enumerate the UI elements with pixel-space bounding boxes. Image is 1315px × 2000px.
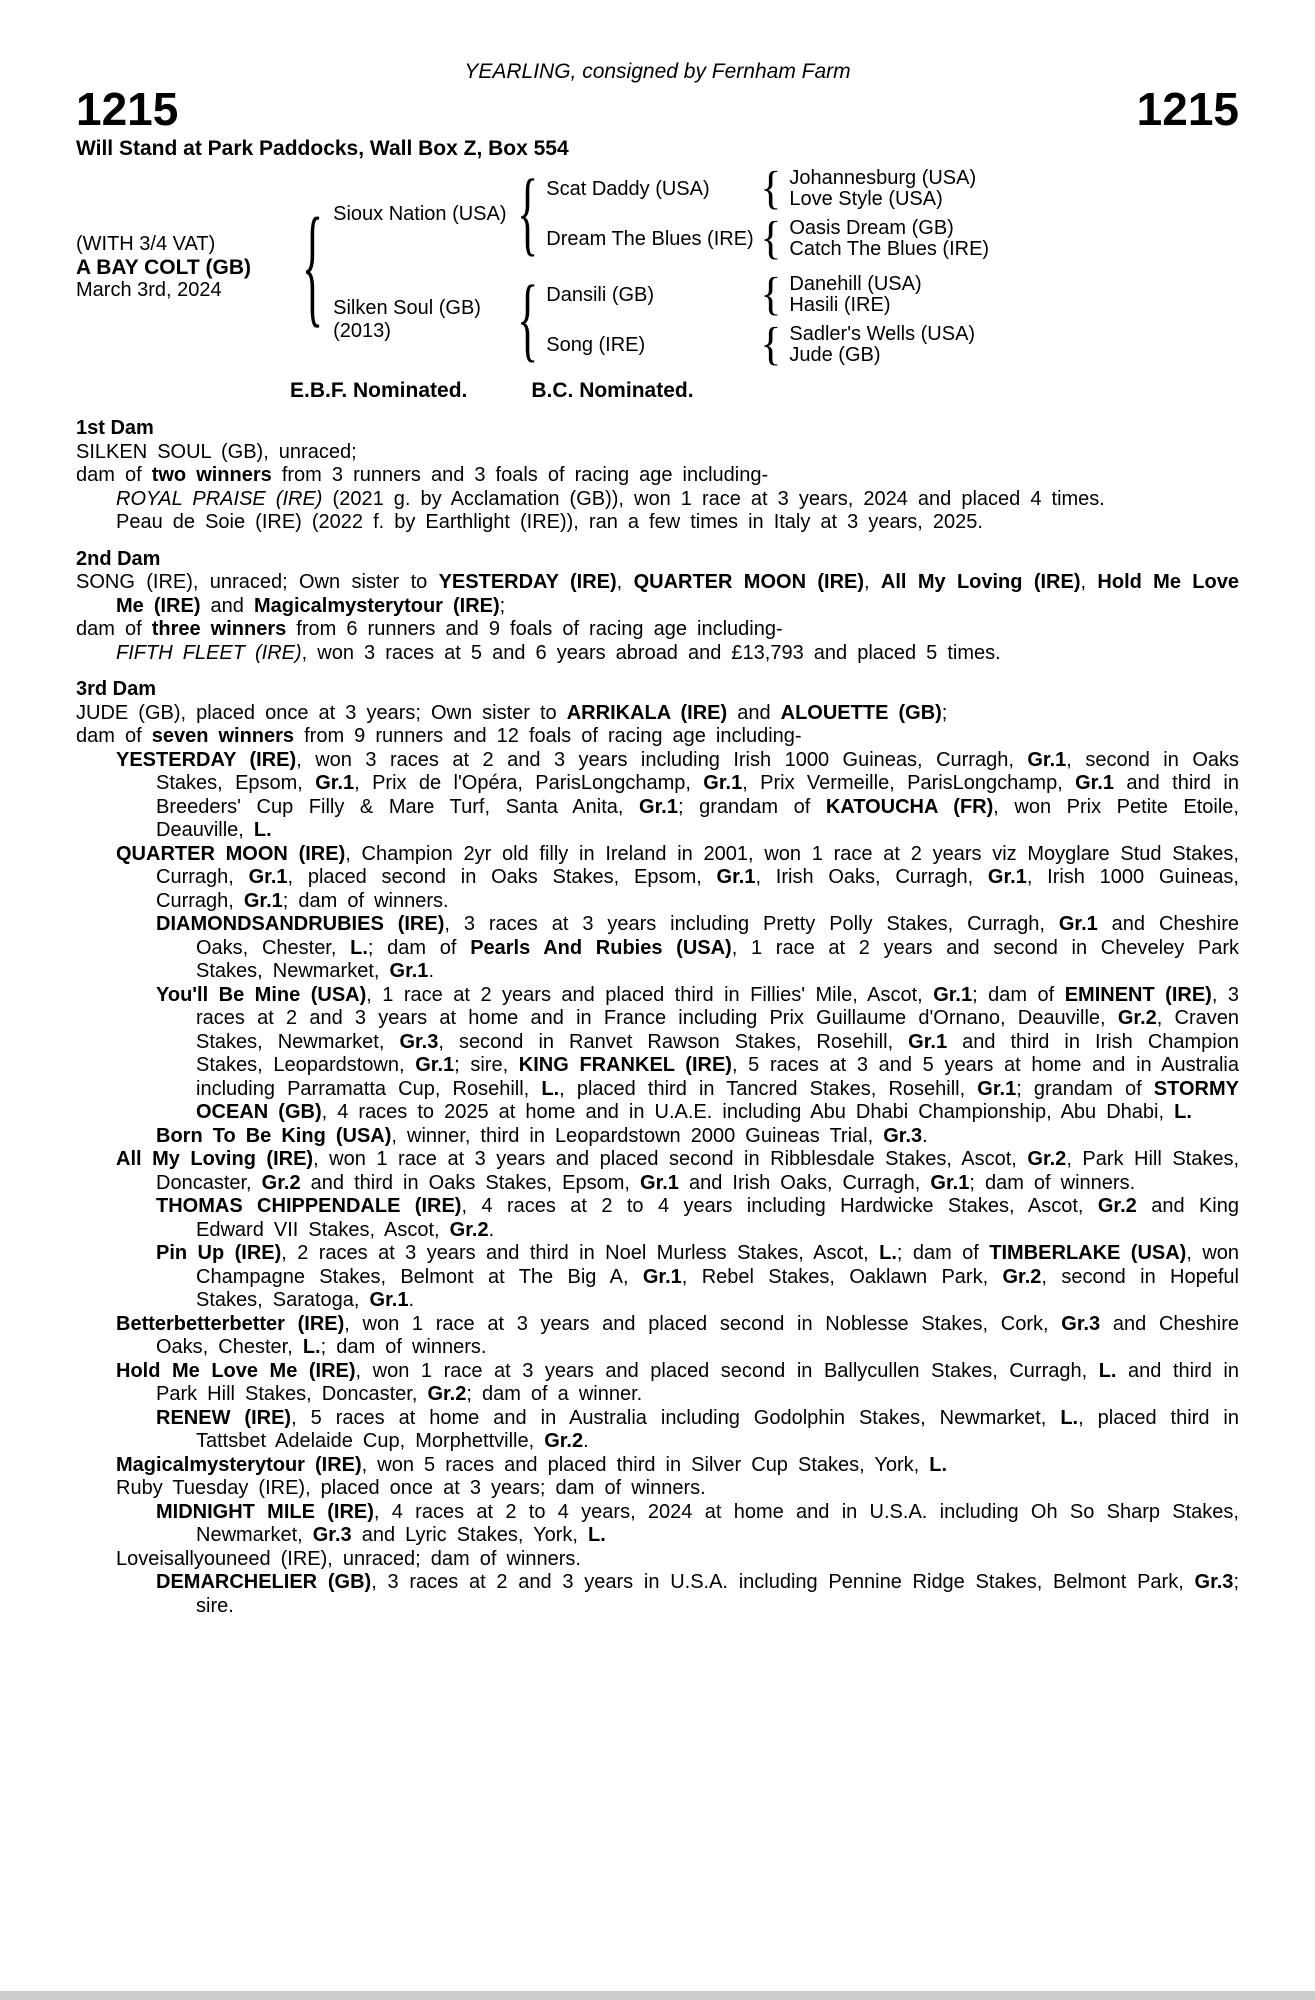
body-text: ;: [941, 701, 948, 724]
emphasized-text: All My Loving (IRE): [880, 571, 1081, 593]
body-text: , 2 races at 3 years and third in Noel Murless Stakes, Ascot,: [281, 1242, 880, 1264]
emphasized-text: THOMAS CHIPPENDALE (IRE): [156, 1195, 462, 1217]
body-text: ; sire.: [196, 1571, 1239, 1617]
sire-block: [333, 160, 990, 266]
dam-name: [333, 297, 515, 343]
body-text: , Irish Oaks, Curragh,: [755, 866, 988, 888]
body-text: , won 3 races at 5 and 6 years abroad and £13,793 and placed 5 times.: [301, 641, 1001, 664]
catalogue-paragraph: [76, 1242, 1239, 1313]
great-granddam-name: Jude (GB): [789, 344, 881, 366]
emphasized-text: Pearls And Rubies (USA): [470, 936, 732, 959]
body-text: from 3 runners and 3 foals of racing age including-: [271, 464, 769, 486]
emphasized-text: QUARTER MOON (IRE): [116, 842, 346, 865]
body-text: , 5 races at home and in Australia including Godolphin Stakes, Newmarket,: [291, 1406, 1061, 1429]
catalogue-paragraph: [76, 702, 1239, 726]
section-heading: 3rd Dam: [76, 678, 157, 700]
dam-block: [333, 266, 989, 372]
ebf-nomination: E.B.F. Nominated.: [290, 379, 468, 402]
emphasized-text: L.: [302, 1336, 321, 1358]
dam-name-line: Silken Soul (GB): [333, 297, 481, 319]
body-text: and third in Irish Champion Stakes, Leopardstown,: [196, 1030, 1239, 1076]
sire-name: Sioux Nation (USA): [333, 202, 507, 225]
body-text: and King Edward VII Stakes, Ascot,: [196, 1195, 1239, 1241]
emphasized-text: Gr.2: [1117, 1007, 1157, 1029]
lot-number-row: [76, 83, 1239, 135]
body-text: , 3 races at 2 and 3 years at home and in France including Prix Guillaume d'Ornano, Deauville,: [196, 983, 1239, 1029]
emphasized-text: Gr.3: [312, 1524, 352, 1546]
great-granddam-name: Catch The Blues (IRE): [789, 238, 990, 260]
emphasized-text: Gr.2: [1097, 1195, 1137, 1217]
body-text: ; dam of winners.: [320, 1336, 487, 1358]
emphasized-text: Gr.2: [1027, 1148, 1067, 1170]
catalogue-paragraph: [76, 464, 1239, 488]
body-text: , won 3 races at 2 and 3 years including Irish 1000 Guineas, Curragh,: [296, 748, 1028, 771]
emphasized-text: Gr.1: [243, 889, 283, 912]
emphasized-text: Gr.1: [315, 772, 355, 794]
vat-note: (WITH 3/4 VAT): [76, 232, 216, 255]
body-text: , 4 races to 2025 at home and in U.A.E. including Abu Dhabi Championship, Abu Dhabi,: [321, 1101, 1175, 1123]
emphasized-text: L.: [929, 1453, 948, 1476]
emphasized-text: Gr.1: [703, 772, 743, 794]
catalogue-paragraph: [76, 913, 1239, 984]
emphasized-text: YESTERDAY (IRE): [116, 748, 297, 771]
emphasized-text: FIFTH FLEET (IRE): [116, 641, 302, 664]
section-heading: 1st Dam: [76, 417, 154, 439]
body-text: ; grandam of: [1016, 1077, 1154, 1100]
emphasized-text: ROYAL PRAISE (IRE): [116, 487, 323, 510]
body-text: , 5 races at 3 and 5 years at home and in Australia including Parramatta Cup, Rosehill,: [196, 1054, 1239, 1100]
catalogue-paragraph: [76, 1501, 1239, 1548]
body-text: .: [408, 1289, 415, 1311]
emphasized-text: L.: [879, 1242, 897, 1264]
catalogue-paragraph: [76, 749, 1239, 843]
catalogue-paragraph: [76, 1477, 1239, 1501]
body-text: , won 5 races and placed third in Silver Cup Stakes, York,: [361, 1453, 930, 1476]
emphasized-text: Gr.1: [369, 1289, 409, 1311]
body-text: and third in Park Hill Stakes, Doncaster,: [156, 1359, 1239, 1405]
emphasized-text: two winners: [151, 464, 272, 486]
sire-sire-block: [546, 162, 989, 215]
body-text: ; dam of winners.: [282, 889, 449, 912]
emphasized-text: Gr.1: [1058, 913, 1098, 935]
dam-dam-block: [546, 318, 976, 371]
body-text: and: [727, 701, 781, 724]
emphasized-text: RENEW (IRE): [156, 1406, 292, 1429]
emphasized-text: ALOUETTE (GB): [780, 701, 942, 724]
body-text: , placed third in Tattsbet Adelaide Cup, Morphettville,: [196, 1406, 1239, 1452]
stand-location: Will Stand at Park Paddocks, Wall Box Z, Box 554: [76, 137, 569, 160]
emphasized-text: Gr.1: [642, 1265, 682, 1288]
emphasized-text: Hold Me Love Me (IRE): [116, 1359, 356, 1382]
catalogue-paragraph: [76, 1407, 1239, 1454]
body-text: , won 1 race at 3 years and placed second in Noblesse Stakes, Cork,: [344, 1312, 1062, 1335]
catalogue-paragraph: [76, 1360, 1239, 1407]
emphasized-text: You'll Be Mine (USA): [156, 983, 367, 1006]
body-text: , won 1 race at 3 years and placed second in Ribblesdale Stakes, Ascot,: [313, 1148, 1028, 1170]
emphasized-text: L.: [1098, 1359, 1117, 1382]
emphasized-text: Gr.1: [248, 866, 288, 888]
emphasized-text: Gr.1: [1075, 772, 1115, 794]
emphasized-text: Gr.2: [427, 1383, 467, 1405]
body-text: , 1 race at 2 years and placed third in Fillies' Mile, Ascot,: [366, 983, 934, 1006]
body-text: dam of: [76, 464, 152, 486]
body-text: Ruby Tuesday (IRE), placed once at 3 years; dam of winners.: [116, 1477, 706, 1499]
body-text: , Rebel Stakes, Oaklawn Park,: [681, 1265, 1003, 1288]
body-text: , won Prix Petite Etoile, Deauville,: [156, 795, 1239, 841]
dam-year-line: (2013): [333, 320, 391, 342]
catalogue-paragraph: [76, 1195, 1239, 1242]
great-grandsire-name: Oasis Dream (GB): [789, 217, 954, 239]
body-text: from 6 runners and 9 foals of racing age including-: [286, 618, 783, 640]
body-text: .: [488, 1218, 495, 1241]
body-text: , placed second in Oaks Stakes, Epsom,: [287, 866, 717, 888]
emphasized-text: QUARTER MOON (IRE): [633, 571, 865, 593]
catalogue-paragraph: [76, 441, 1239, 465]
body-text: , Prix de l'Opéra, ParisLongchamp,: [354, 772, 704, 794]
dam-sire-block: [546, 268, 975, 321]
body-text: ; dam of a winner.: [466, 1383, 643, 1405]
body-text: , Craven Stakes, Newmarket,: [196, 1007, 1239, 1053]
body-text: and Cheshire Oaks, Chester,: [196, 913, 1239, 959]
body-text: , Champion 2yr old filly in Ireland in 2001, won 1 race at 2 years viz Moyglare Stud Stakes, Curragh,: [156, 842, 1239, 888]
emphasized-text: TIMBERLAKE (USA): [989, 1242, 1187, 1264]
body-text: ;: [499, 594, 506, 617]
emphasized-text: Gr.1: [415, 1054, 455, 1076]
emphasized-text: L.: [1174, 1101, 1192, 1123]
emphasized-text: three winners: [151, 618, 287, 640]
great-grandsire-name: Johannesburg (USA): [789, 167, 977, 189]
emphasized-text: Gr.1: [389, 960, 429, 982]
emphasized-text: Magicalmysterytour (IRE): [253, 594, 500, 617]
colt-name: A BAY COLT (GB): [76, 255, 252, 279]
emphasized-text: Gr.1: [639, 795, 678, 818]
emphasized-text: STORMY OCEAN (GB): [196, 1077, 1239, 1123]
catalogue-paragraph: [76, 1313, 1239, 1360]
body-text: , won Champagne Stakes, Belmont at The Big A,: [196, 1242, 1240, 1288]
emphasized-text: ARRIKALA (IRE): [566, 701, 728, 724]
colt-details: [76, 233, 298, 302]
body-text: Peau de Soie (IRE) (2022 f. by Earthlight (IRE)), ran a few times in Italy at 3 years, 2025.: [116, 511, 983, 533]
emphasized-text: seven winners: [151, 725, 295, 747]
great-granddam-name: Love Style (USA): [789, 188, 943, 210]
body-text: SONG (IRE), unraced; Own sister to: [76, 571, 439, 593]
body-text: ; dam of winners.: [969, 1171, 1136, 1194]
catalogue-paragraph: [76, 984, 1239, 1125]
catalogue-paragraph: [76, 488, 1239, 512]
body-text: .: [922, 1124, 928, 1147]
emphasized-text: DEMARCHELIER (GB): [156, 1571, 372, 1593]
body-text: JUDE (GB), placed once at 3 years; Own sister to: [76, 701, 567, 724]
body-text: dam of: [76, 725, 152, 747]
catalogue-paragraph: [76, 571, 1239, 618]
catalogue-paragraph: [76, 843, 1239, 914]
emphasized-text: L.: [1060, 1406, 1079, 1429]
body-text: , placed third in Tancred Stakes, Rosehill,: [559, 1077, 978, 1100]
body-text: .: [428, 960, 434, 982]
emphasized-text: MIDNIGHT MILE (IRE): [156, 1500, 374, 1523]
emphasized-text: Gr.3: [1061, 1312, 1101, 1335]
nominations-row: [290, 379, 1239, 403]
emphasized-text: EMINENT (IRE): [1064, 983, 1212, 1006]
emphasized-text: Gr.2: [544, 1430, 584, 1452]
body-text: SILKEN SOUL (GB), unraced;: [76, 440, 357, 463]
colt-foaling-date: March 3rd, 2024: [76, 278, 222, 301]
emphasized-text: KING FRANKEL (IRE): [518, 1054, 732, 1076]
catalogue-paragraph: [76, 642, 1239, 666]
body-text: , 3 races at 3 years including Pretty Polly Stakes, Curragh,: [444, 913, 1059, 935]
great-grandsire-name: Danehill (USA): [789, 273, 922, 295]
emphasized-text: L.: [253, 819, 272, 841]
body-text: and Cheshire Oaks, Chester,: [156, 1312, 1239, 1358]
catalogue-paragraph: [76, 618, 1239, 642]
emphasized-text: L.: [541, 1077, 560, 1100]
emphasized-text: Betterbetterbetter (IRE): [116, 1312, 345, 1335]
emphasized-text: Gr.3: [1194, 1571, 1234, 1593]
body-text: from 9 runners and 12 foals of racing age including-: [294, 725, 802, 747]
emphasized-text: DIAMONDSANDRUBIES (IRE): [156, 913, 445, 935]
body-text: and third in Breeders' Cup Filly & Mare Turf, Santa Anita,: [156, 772, 1239, 818]
emphasized-text: Gr.3: [399, 1030, 439, 1053]
emphasized-text: Magicalmysterytour (IRE): [116, 1453, 362, 1476]
body-text: ; dam of: [367, 936, 471, 959]
body-text: and: [200, 594, 254, 617]
emphasized-text: YESTERDAY (IRE): [438, 571, 617, 593]
body-text: , 4 races at 2 to 4 years, 2024 at home and in U.S.A. including Oh So Sharp Stakes, Newmarket,: [196, 1500, 1239, 1546]
body-text: dam of: [76, 618, 152, 640]
emphasized-text: Gr.1: [640, 1171, 679, 1194]
body-text: and Irish Oaks, Curragh,: [678, 1171, 931, 1194]
body-text: , second in Oaks Stakes, Epsom,: [156, 748, 1240, 794]
sire-dam-block: [546, 212, 990, 265]
body-text: ,: [864, 571, 881, 593]
catalogue-paragraph: [76, 1454, 1239, 1478]
emphasized-text: Gr.2: [1002, 1265, 1042, 1288]
emphasized-text: KATOUCHA (FR): [825, 795, 994, 818]
body-text: ,: [616, 571, 634, 593]
emphasized-text: Gr.1: [930, 1171, 970, 1194]
pedigree-section: [76, 548, 1239, 666]
dam-sire-name: Dansili (GB): [546, 283, 655, 306]
body-text: and Lyric Stakes, York,: [351, 1524, 588, 1546]
great-granddam-name: Hasili (IRE): [789, 294, 891, 316]
body-text: (2021 g. by Acclamation (GB)), won 1 race at 3 years, 2024 and placed 4 times.: [322, 487, 1105, 510]
body-text: , Irish 1000 Guineas, Curragh,: [156, 866, 1239, 912]
pedigree-parents: [333, 160, 990, 372]
emphasized-text: L.: [588, 1524, 606, 1546]
body-text: ; dam of: [972, 983, 1065, 1006]
consignment-line: YEARLING, consigned by Fernham Farm: [464, 60, 851, 83]
emphasized-text: Born To Be King (USA): [156, 1124, 392, 1147]
body-text: .: [583, 1430, 589, 1452]
sections: [76, 417, 1239, 1618]
catalogue-paragraph: [76, 1148, 1239, 1195]
emphasized-text: Gr.1: [933, 983, 973, 1006]
emphasized-text: Gr.3: [883, 1124, 923, 1147]
body-text: ; dam of: [896, 1242, 990, 1264]
body-text: , second in Hopeful Stakes, Saratoga,: [196, 1265, 1239, 1311]
body-text: , won 1 race at 3 years and placed second in Ballycullen Stakes, Curragh,: [355, 1359, 1099, 1382]
pedigree-brace-sire: {: [517, 160, 539, 266]
catalogue-paragraph: [76, 1571, 1239, 1618]
body-text: ,: [1080, 571, 1098, 593]
body-text: , 4 races at 2 to 4 years including Hardwicke Stakes, Ascot,: [461, 1195, 1098, 1217]
emphasized-text: Hold Me Love Me (IRE): [116, 571, 1239, 617]
emphasized-text: All My Loving (IRE): [116, 1148, 314, 1170]
great-grandsire-name: Sadler's Wells (USA): [789, 323, 976, 345]
sire-sire-name: Scat Daddy (USA): [546, 177, 710, 200]
body-text: Loveisallyouneed (IRE), unraced; dam of winners.: [116, 1547, 581, 1570]
body-text: , 3 races at 2 and 3 years in U.S.A. including Pennine Ridge Stakes, Belmont Park,: [371, 1571, 1195, 1593]
catalogue-paragraph: [76, 1125, 1239, 1149]
body-text: , Park Hill Stakes, Doncaster,: [156, 1148, 1240, 1194]
lot-number-left: 1215: [76, 83, 179, 135]
page-bottom-edge: [0, 1991, 1315, 2000]
emphasized-text: Gr.1: [716, 866, 756, 888]
lot-number-right: 1215: [1136, 83, 1239, 135]
body-text: , second in Ranvet Rawson Stakes, Rosehill,: [438, 1030, 909, 1053]
emphasized-text: Gr.1: [987, 866, 1027, 888]
body-text: ; grandam of: [677, 795, 826, 818]
pedigree-brace: {: [760, 212, 782, 265]
emphasized-text: Gr.1: [1027, 748, 1067, 771]
body-text: , 1 race at 2 years and second in Cheveley Park Stakes, Newmarket,: [196, 936, 1239, 982]
emphasized-text: Gr.1: [977, 1077, 1017, 1100]
emphasized-text: L.: [350, 936, 368, 959]
pedigree-brace-dam: {: [517, 266, 539, 372]
catalogue-paragraph: [76, 1548, 1239, 1572]
catalogue-paragraph: [76, 725, 1239, 749]
body-text: and third in Oaks Stakes, Epsom,: [300, 1171, 641, 1194]
pedigree-brace: {: [760, 162, 782, 215]
body-text: ; sire,: [454, 1054, 519, 1076]
emphasized-text: Pin Up (IRE): [156, 1242, 282, 1264]
body-text: , Prix Vermeille, ParisLongchamp,: [742, 772, 1076, 794]
pedigree-section: [76, 417, 1239, 535]
emphasized-text: Gr.1: [908, 1030, 948, 1053]
dam-dam-name: Song (IRE): [546, 333, 646, 356]
emphasized-text: Gr.2: [449, 1218, 489, 1241]
sire-dam-name: Dream The Blues (IRE): [546, 227, 754, 250]
pedigree-brace-main: {: [302, 190, 324, 341]
pedigree-brace: {: [760, 318, 782, 371]
catalogue-paragraph: [76, 511, 1239, 535]
pedigree-section: [76, 678, 1239, 1618]
body-text: , winner, third in Leopardstown 2000 Guineas Trial,: [391, 1124, 884, 1147]
emphasized-text: Gr.2: [261, 1171, 301, 1194]
section-heading: 2nd Dam: [76, 547, 161, 570]
pedigree-table: [76, 160, 1239, 372]
pedigree-brace: {: [760, 268, 782, 321]
bc-nomination: B.C. Nominated.: [531, 379, 694, 402]
